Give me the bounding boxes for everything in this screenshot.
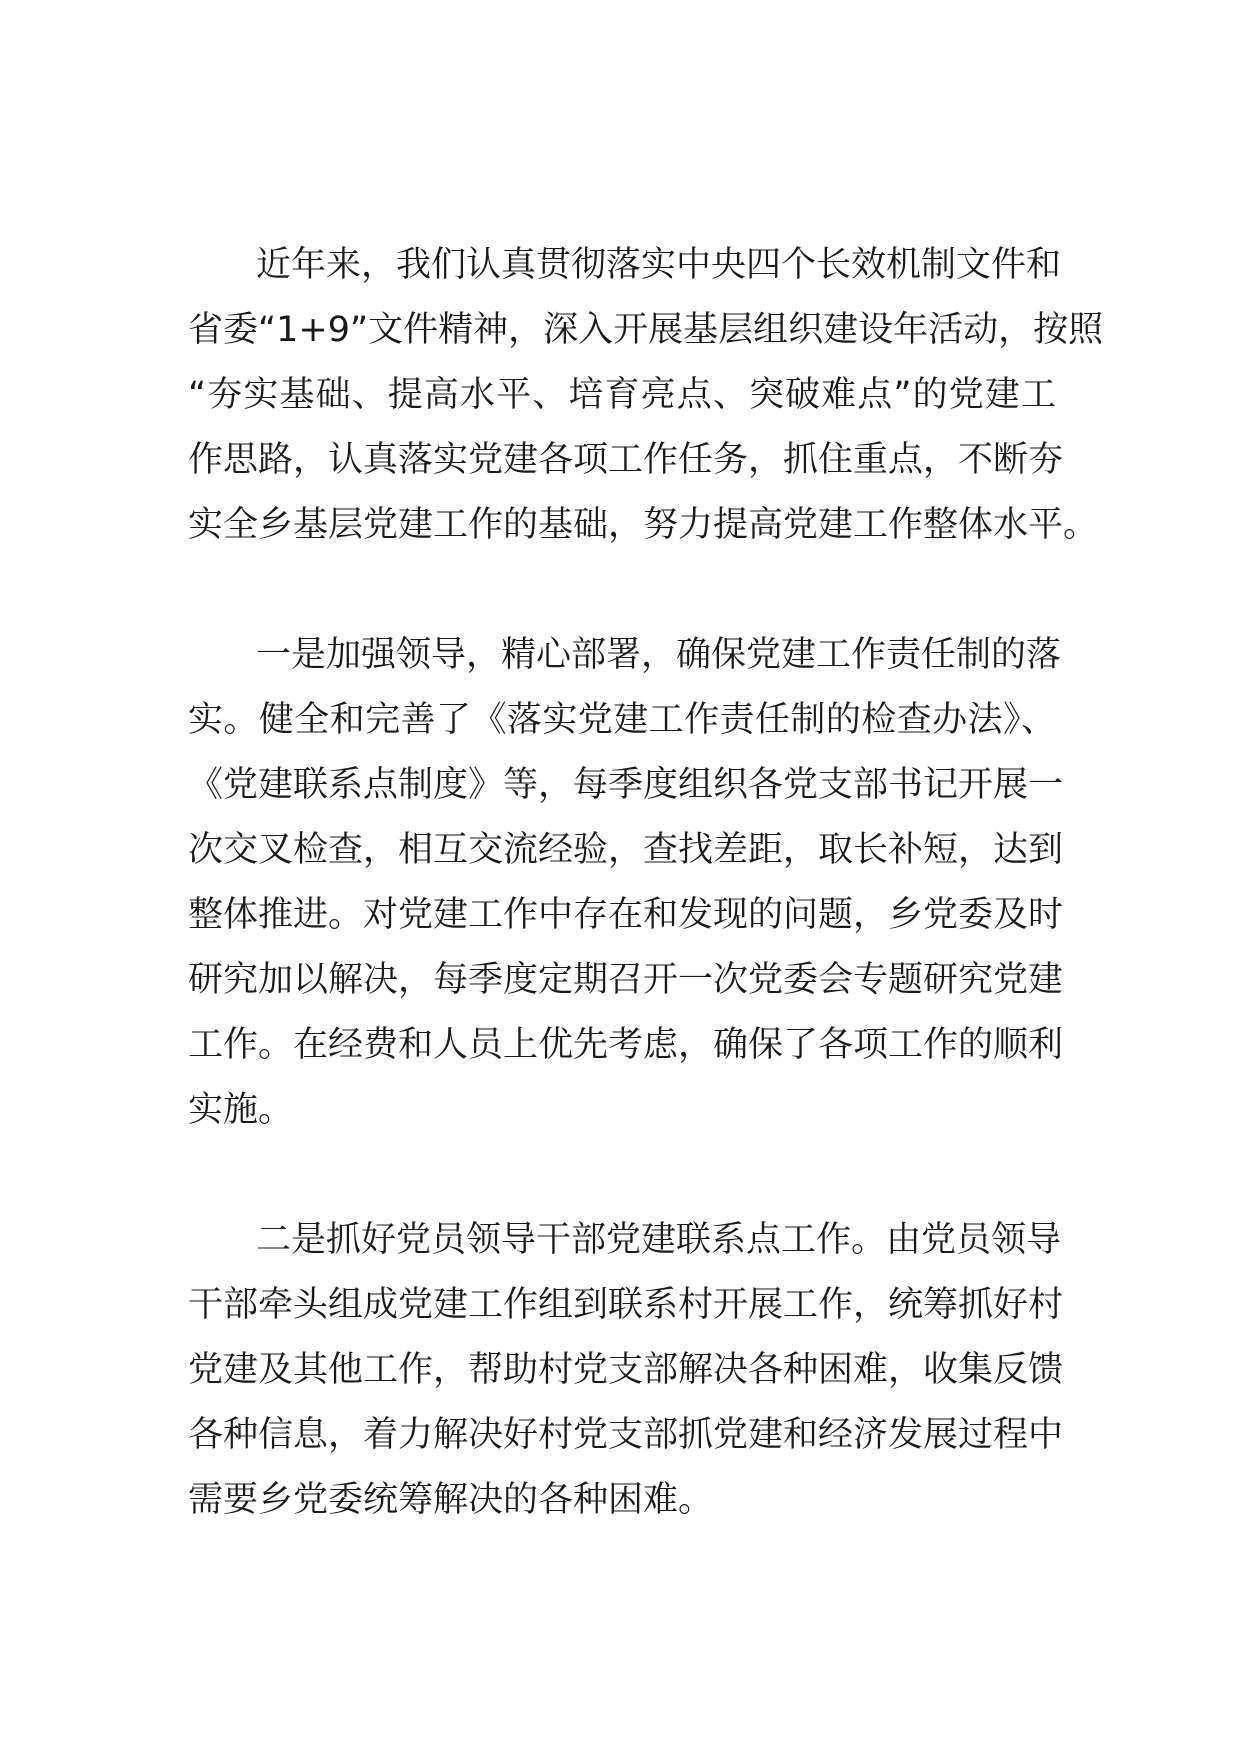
- document-body: [188, 233, 1104, 1533]
- paragraph-leadership: [188, 623, 1064, 1143]
- paragraph-line: 实施。: [188, 1090, 294, 1130]
- paragraph-contact-points: [188, 1208, 1064, 1533]
- paragraph-line: 需要乡党委统筹解决的各种困难。: [188, 1480, 714, 1520]
- paragraph-line: 《党建联系点制度》等，每季度组织各党支部书记开展一: [188, 765, 1064, 805]
- paragraph-line: 省委“1+9”文件精神，深入开展基层组织建设年活动，按照: [188, 310, 1104, 350]
- paragraph-line: 次交叉检查，相互交流经验，查找差距，取长补短，达到: [188, 830, 1064, 870]
- paragraph-line: 研究加以解决，每季度定期召开一次党委会专题研究党建: [188, 960, 1064, 1000]
- paragraph-line: 工作。在经费和人员上优先考虑，确保了各项工作的顺利: [188, 1025, 1064, 1065]
- paragraph-line: 整体推进。对党建工作中存在和发现的问题，乡党委及时: [188, 895, 1064, 935]
- paragraph-spacer: [188, 558, 1056, 623]
- paragraph-line: 近年来，我们认真贯彻落实中央四个长效机制文件和: [256, 245, 1062, 285]
- paragraph-line: 党建及其他工作，帮助村党支部解决各种困难，收集反馈: [188, 1350, 1064, 1390]
- paragraph-intro: [188, 233, 1104, 558]
- paragraph-line: “夯实基础、提高水平、培育亮点、突破难点”的党建工: [188, 375, 1056, 415]
- paragraph-line: 干部牵头组成党建工作组到联系村开展工作，统筹抓好村: [188, 1285, 1064, 1325]
- paragraph-line: 作思路，认真落实党建各项工作任务，抓住重点，不断夯: [188, 440, 1064, 480]
- paragraph-line: 各种信息，着力解决好村党支部抓党建和经济发展过程中: [188, 1415, 1064, 1455]
- paragraph-line: 实全乡基层党建工作的基础，努力提高党建工作整体水平。: [188, 505, 1099, 545]
- paragraph-line: 一是加强领导，精心部署，确保党建工作责任制的落: [256, 635, 1062, 675]
- paragraph-line: 二是抓好党员领导干部党建联系点工作。由党员领导: [256, 1220, 1062, 1260]
- paragraph-line: 实。健全和完善了《落实党建工作责任制的检查办法》、: [188, 700, 1056, 740]
- paragraph-spacer: [188, 1143, 1056, 1208]
